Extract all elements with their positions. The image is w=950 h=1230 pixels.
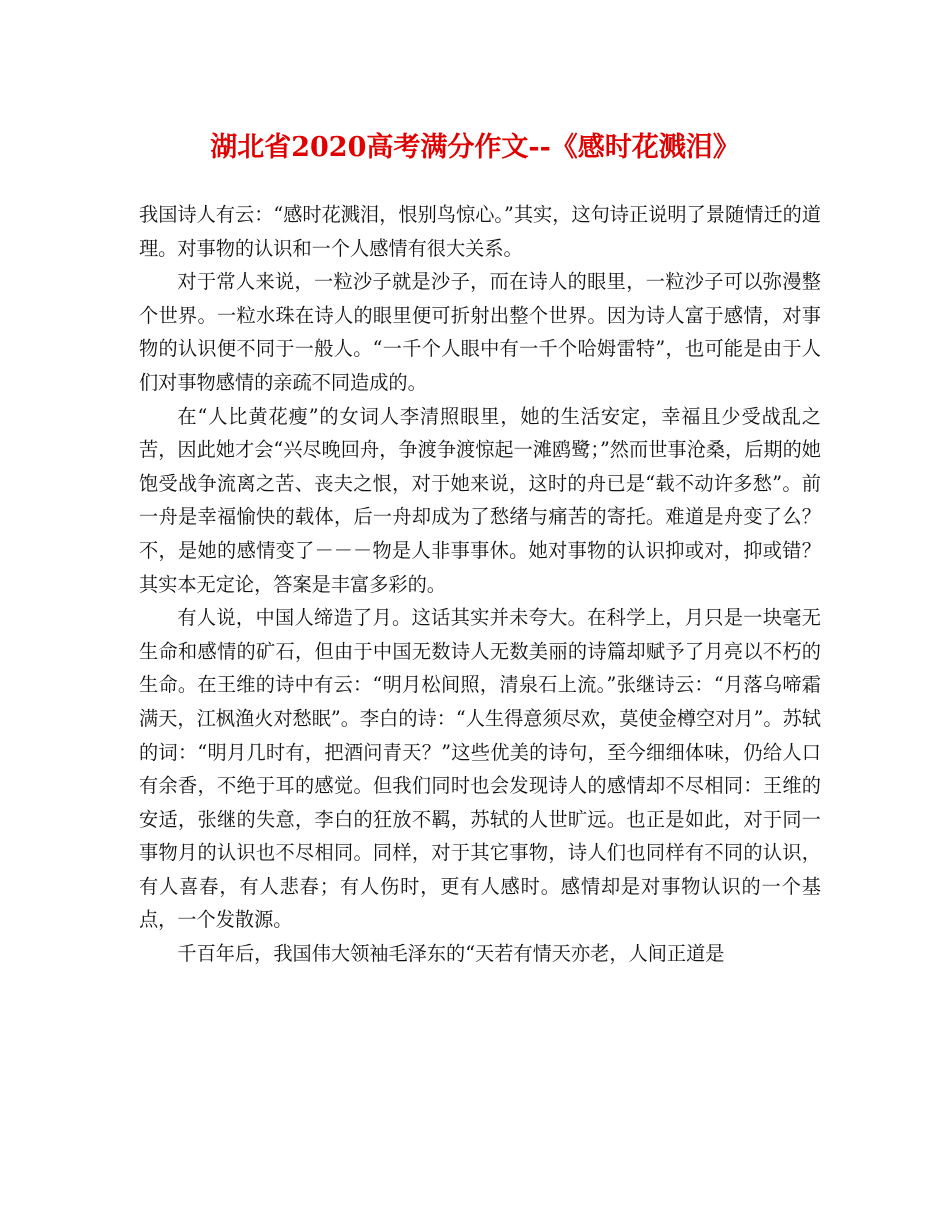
paragraph-3: 在“人比黄花瘦”的女词人李清照眼里，她的生活安定，幸福且少受战乱之苦，因此她才会“兴尽晚回舟，争渡争渡惊起一滩鸥鹭；”然而世事沧桑，后期的她饱受战争流离之苦、丧夫之恨，对于她来说，这时的舟已是“载不动许多愁”。前一舟是幸福愉快的载体，后一舟却成为了愁绪与痛苦的寄托。难道是舟变了么？不，是她的感情变了－－－物是人非事事休。她对事物的认识抑或对，抑或错？其实本无定论，答案是丰富多彩的。 [139, 404, 821, 596]
page-title: 湖北省2020高考满分作文--《感时花溅泪》 [210, 132, 740, 163]
essay-body [139, 198, 821, 971]
paragraph-2: 对于常人来说，一粒沙子就是沙子，而在诗人的眼里，一粒沙子可以弥漫整个世界。一粒水珠在诗人的眼里便可折射出整个世界。因为诗人富于感情，对事物的认识便不同于一般人。“一千个人眼中有一千个哈姆雷特”，也可能是由于人们对事物感情的亲疏不同造成的。 [139, 270, 821, 394]
paragraph-1: 我国诗人有云：“感时花溅泪，恨别鸟惊心。”其实，这句诗正说明了景随情迁的道理。对事物的认识和一个人感情有很大关系。 [139, 203, 821, 260]
paragraph-5: 千百年后，我国伟大领袖毛泽东的“天若有情天亦老，人间正道是 [177, 942, 725, 966]
paragraph-4: 有人说，中国人缔造了月。这话其实并未夸大。在科学上，月只是一块毫无生命和感情的矿石，但由于中国无数诗人无数美丽的诗篇却赋予了月亮以不朽的生命。在王维的诗中有云：“明月松间照，清泉石上流。”张继诗云：“月落乌啼霜满天，江枫渔火对愁眠”。李白的诗：“人生得意须尽欢，莫使金樽空对月”。苏轼的词：“明月几时有，把酒问青天？”这些优美的诗句，至今细细体味，仍给人口有余香，不绝于耳的感觉。但我们同时也会发现诗人的感情却不尽相同：王维的安适，张继的失意，李白的狂放不羁，苏轼的人世旷远。也正是如此，对于同一事物月的认识也不尽相同。同样，对于其它事物，诗人们也同样有不同的认识，有人喜春，有人悲春；有人伤时，更有人感时。感情却是对事物认识的一个基点，一个发散源。 [139, 606, 821, 932]
